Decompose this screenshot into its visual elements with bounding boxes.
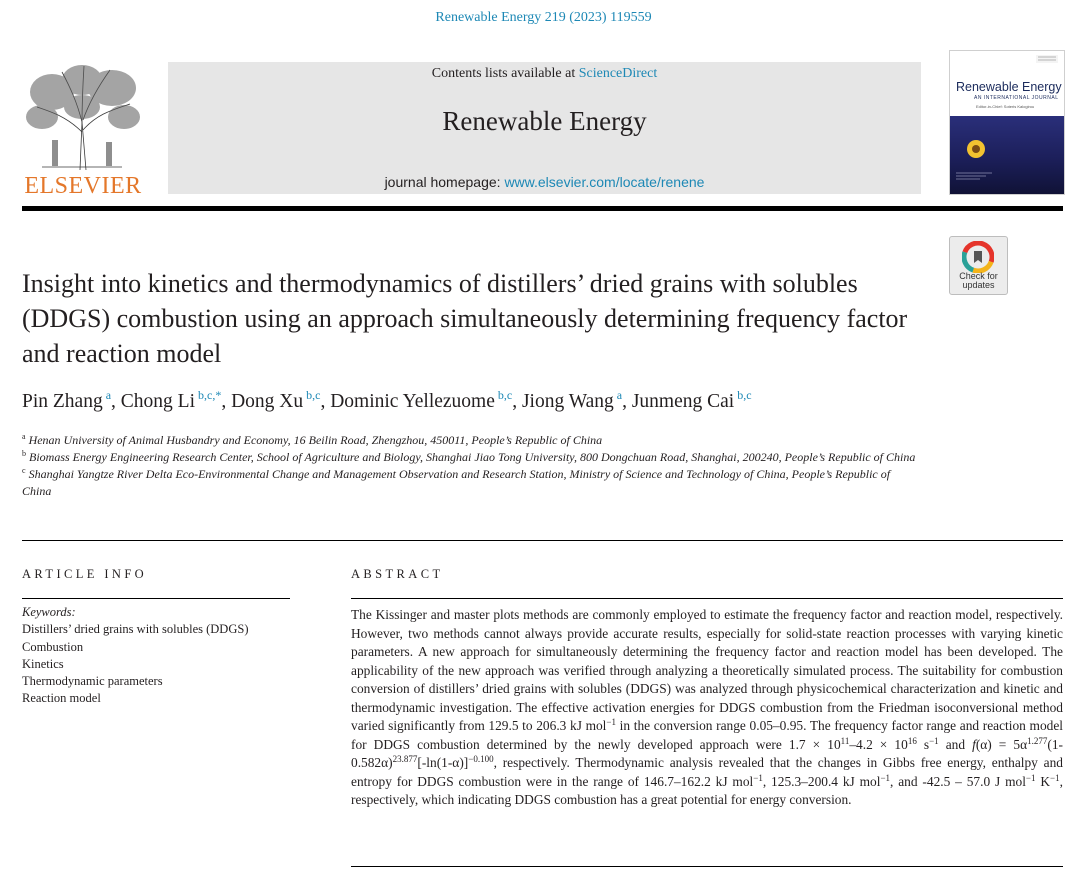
affiliation-item [22, 449, 922, 466]
cover-title: Renewable Energy [956, 80, 1062, 94]
check-updates-icon [962, 241, 994, 273]
section-divider [22, 540, 1063, 541]
journal-title: Renewable Energy [442, 106, 647, 136]
author-affil-link[interactable]: a [105, 388, 112, 402]
elsevier-logo[interactable] [22, 62, 144, 199]
affiliation-text: Henan University of Animal Husbandry and Economy, 16 Beilin Road, Zhengzhou, 450011, People’s Republic of China [28, 433, 603, 447]
check-updates-line2: updates [962, 280, 995, 290]
affiliation-marker: b [22, 449, 26, 458]
affiliation-marker: c [22, 466, 26, 475]
keyword-item[interactable]: Distillers’ dried grains with solubles (DDGS) [22, 622, 249, 637]
abstract-bottom-rule [351, 866, 1063, 867]
keywords-label: Keywords: [22, 605, 76, 619]
keyword-item[interactable]: Kinetics [22, 656, 64, 671]
abstract-rule [351, 598, 1063, 599]
journal-citation[interactable]: Renewable Energy 219 (2023) 119559 [435, 10, 652, 25]
author-name[interactable]: Jiong Wang [521, 391, 614, 412]
author-name[interactable]: Dong Xu [231, 391, 304, 412]
homepage-link[interactable]: www.elsevier.com/locate/renene [504, 174, 705, 190]
keyword-item[interactable]: Thermodynamic parameters [22, 674, 163, 689]
author-affil-link[interactable]: b,c [497, 388, 513, 402]
cover-subtitle: AN INTERNATIONAL JOURNAL [974, 95, 1059, 101]
keywords-list [22, 604, 292, 708]
article-info-heading: ARTICLE INFO [22, 567, 148, 581]
contents-prefix: Contents lists available at [431, 66, 579, 81]
keyword-item[interactable]: Reaction model [22, 691, 101, 706]
author-affil-link[interactable]: a [616, 388, 623, 402]
check-updates-label [950, 272, 1007, 290]
elsevier-tree-icon [22, 62, 144, 172]
author-name[interactable]: Pin Zhang [22, 391, 103, 412]
affiliations [22, 432, 922, 500]
author-name[interactable]: Dominic Yellezuome [330, 391, 495, 412]
contents-line [168, 66, 921, 82]
affiliation-text: Biomass Energy Engineering Research Center, School of Agriculture and Biology, Shanghai Jiao Tong University, 800 Dongchuan Road, Shanghai, 200240, People’s Republic of China [29, 450, 916, 464]
check-updates-line1: Check for [959, 271, 998, 281]
check-for-updates-button[interactable] [949, 236, 1008, 295]
article-title: Insight into kinetics and thermodynamics of distillers’ dried grains with solubles (DDGS) combustion using an approach simultaneously determining frequency factor and reaction model [22, 269, 908, 368]
abstract-heading: ABSTRACT [351, 567, 444, 581]
journal-cover-thumbnail[interactable] [949, 50, 1065, 195]
affiliation-text: Shanghai Yangtze River Delta Eco-Environmental Change and Management Observation and Research Station, Ministry of Science and Technology of China, People’s Republic of China [22, 467, 891, 498]
sunflower-icon [965, 138, 987, 160]
homepage-prefix: journal homepage: [384, 174, 505, 190]
sciencedirect-link[interactable]: ScienceDirect [578, 66, 658, 81]
cover-issn-icon [1036, 55, 1058, 63]
abstract-text: The Kissinger and master plots methods are commonly employed to estimate the frequency factor and reaction model, respectively. However, two methods cannot always provide accurate results, especially for solid-state reaction processes with varying kinetic parameters. A new approach for simultaneously determining the frequency factor and reaction model has been developed. The applicability of the new approach was verified through analyzing a theoretically simulated process. The suitability for combustion conversion of distillers’ dried grains with solubles (DDGS) was analyzed through physicochemical characterization and kinetic and thermodynamic investigation. The effective activation energies for DDGS combustion from the Friedman isoconversional method varied significantly from 129.5 to 206.3 kJ mol$^{-1}$ in the conversion range 0.05–0.95. The frequency factor range and reaction model for DDGS combustion determined by the newly developed approach were $1.7 \times 10^{11}-4.2 \times 10^{16}$ $s^{-1}$ and $f(\alpha) = 5\alpha^{1.277}(1-0.582\alpha)^{23.877}[-\ln(1-\alpha)]^{-0.100}$, respectively. Thermodynamic analysis revealed that the changes in Gibbs free energy, enthalpy and entropy for DDGS combustion were in the range of 146.7–162.2 kJ mol$^{-1}$, 125.3–200.4 kJ mol$^{-1}$, and -42.5 – 57.0 J mol$^{-1}$ $K^{-1}$, respectively, which indicating DDGS combustion has a great potential for energy conversion. [351, 607, 1063, 807]
affiliation-item [22, 432, 922, 449]
affiliation-marker: a [22, 432, 26, 441]
affiliation-item [22, 466, 922, 500]
author-affil-link[interactable]: b,c [306, 388, 321, 402]
author-name[interactable]: Junmeng Cai [631, 391, 735, 412]
article-info-rule [22, 598, 290, 599]
author-affil-link[interactable]: b,c [737, 388, 752, 402]
keyword-item[interactable]: Combustion [22, 639, 84, 654]
author-list: Pin Zhang $^a$, Chong Li $^{b,c,*}$, Dong Xu $^{b,c}$, Dominic Yellezuome $^{b,c}$, Jiong Wang $^a$, Junmeng Cai $^{b,c}$ [22, 388, 752, 412]
homepage-line [168, 174, 921, 190]
elsevier-wordmark: ELSEVIER [24, 173, 142, 199]
author-name[interactable]: Chong Li [120, 391, 196, 412]
journal-header [168, 62, 921, 194]
author-affil-link[interactable]: b,c,* [198, 388, 222, 402]
cover-editor: Editor-in-Chief: Soteris Kalogirou [976, 104, 1035, 109]
cover-footer-icon [956, 171, 996, 181]
header-divider [22, 206, 1063, 211]
cover-band [950, 116, 1064, 194]
